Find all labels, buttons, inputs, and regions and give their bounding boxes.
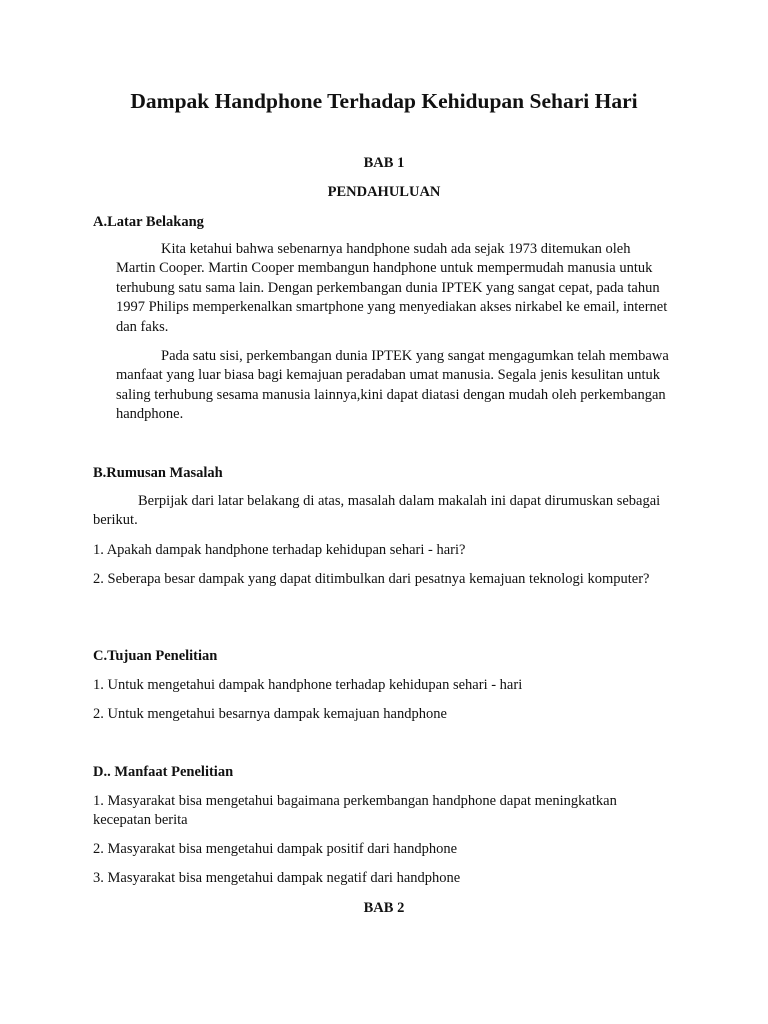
manfaat-penelitian-item-3: 3. Masyarakat bisa mengetahui dampak negatif dari handphone <box>93 870 461 886</box>
tujuan-penelitian-item-2: 2. Untuk mengetahui besarnya dampak kemajuan handphone <box>93 706 447 722</box>
section-d-heading: D.. Manfaat Penelitian <box>93 764 234 780</box>
rumusan-masalah-item-2: 2. Seberapa besar dampak yang dapat ditimbulkan dari pesatnya kemajuan teknologi komputer? <box>93 571 650 587</box>
rumusan-masalah-intro: Berpijak dari latar belakang di atas, masalah dalam makalah ini dapat dirumuskan sebagai berikut. <box>93 493 661 529</box>
section-c-heading: C.Tujuan Penelitian <box>93 648 218 664</box>
latar-belakang-paragraph-1: Kita ketahui bahwa sebenarnya handphone sudah ada sejak 1973 ditemukan oleh Martin Cooper. Martin Cooper membangun handphone untuk mempermudah manusia untuk terhubung satu sama lain. Dengan perkembangan dunia IPTEK yang sangat cepat, pada tahun 1997 Philips memperkenalkan smartphone yang menyediakan akses nirkabel ke email, internet dan faks. <box>116 241 668 335</box>
section-b-heading: B.Rumusan Masalah <box>93 465 223 481</box>
manfaat-penelitian-item-1: 1. Masyarakat bisa mengetahui bagaimana perkembangan handphone dapat meningkatkan kecepatan berita <box>93 793 617 829</box>
bab1-heading: BAB 1 <box>363 155 405 171</box>
tujuan-penelitian-item-1: 1. Untuk mengetahui dampak handphone terhadap kehidupan sehari - hari <box>93 677 523 693</box>
document-title: Dampak Handphone Terhadap Kehidupan Sehari Hari <box>130 89 638 113</box>
latar-belakang-paragraph-2: Pada satu sisi, perkembangan dunia IPTEK yang sangat mengagumkan telah membawa manfaat yang luar biasa bagi kemajuan peradaban umat manusia. Segala jenis kesulitan untuk saling terhubung sesama manusia lainnya,kini dapat diatasi dengan mudah oleh perkembangan handphone. <box>116 348 669 423</box>
rumusan-masalah-item-1: 1. Apakah dampak handphone terhadap kehidupan sehari - hari? <box>93 542 466 558</box>
section-a-heading: A.Latar Belakang <box>93 214 204 230</box>
bab1-subheading: PENDAHULUAN <box>327 184 441 200</box>
manfaat-penelitian-item-2: 2. Masyarakat bisa mengetahui dampak positif dari handphone <box>93 841 458 857</box>
bab2-heading: BAB 2 <box>363 900 405 916</box>
